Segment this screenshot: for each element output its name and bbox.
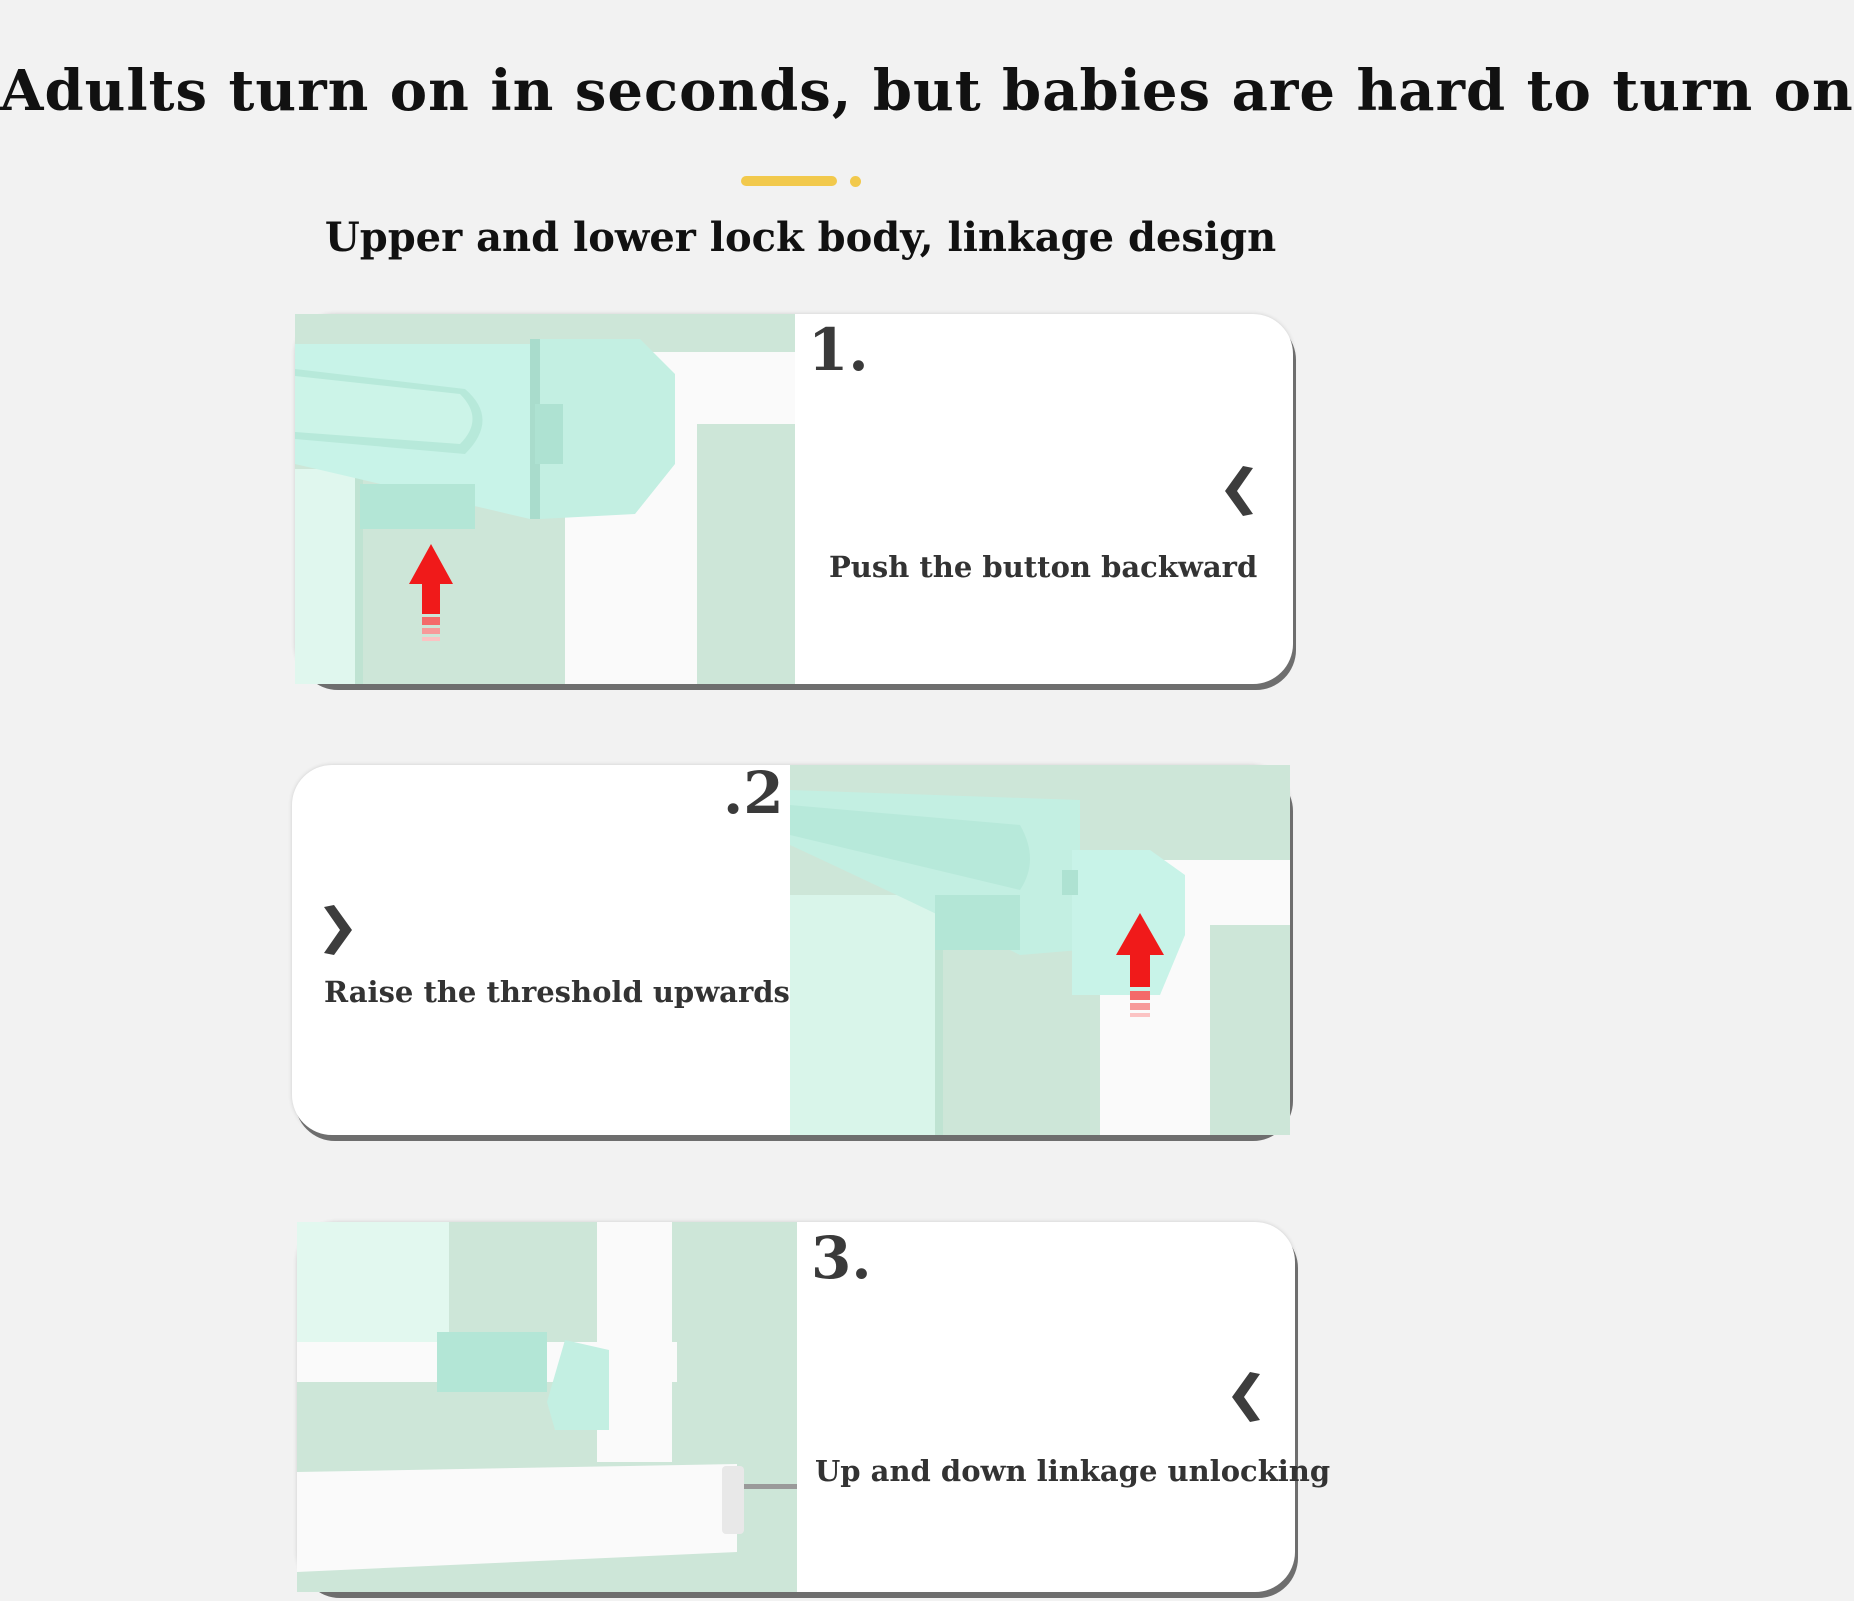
step-card-2: [292, 759, 1290, 1135]
accent-divider-bar: [741, 176, 837, 186]
step-number: 3.: [811, 1224, 872, 1292]
lock-photo-raise-threshold: [790, 765, 1290, 1135]
lock-photo-linkage-unlocking: [297, 1222, 797, 1592]
step-number: .2: [723, 759, 784, 827]
page-headline: Adults turn on in seconds, but babies are hard to turn on: [0, 58, 1854, 124]
chevron-left-icon: [1225, 466, 1255, 516]
chevron-right-icon: [322, 905, 352, 955]
lock-photo-push-button: [295, 314, 795, 684]
step-caption: Push the button backward: [829, 550, 1258, 584]
accent-divider-dot: [850, 176, 861, 187]
chevron-left-icon: [1232, 1372, 1262, 1422]
step-caption: Raise the threshold upwards: [324, 975, 790, 1009]
step-number: 1.: [808, 316, 869, 384]
page-subheadline: Upper and lower lock body, linkage design: [324, 214, 1277, 261]
step-card-1: [295, 314, 1293, 684]
step-caption: Up and down linkage unlocking: [815, 1454, 1331, 1488]
step-card-3: [297, 1222, 1331, 1592]
